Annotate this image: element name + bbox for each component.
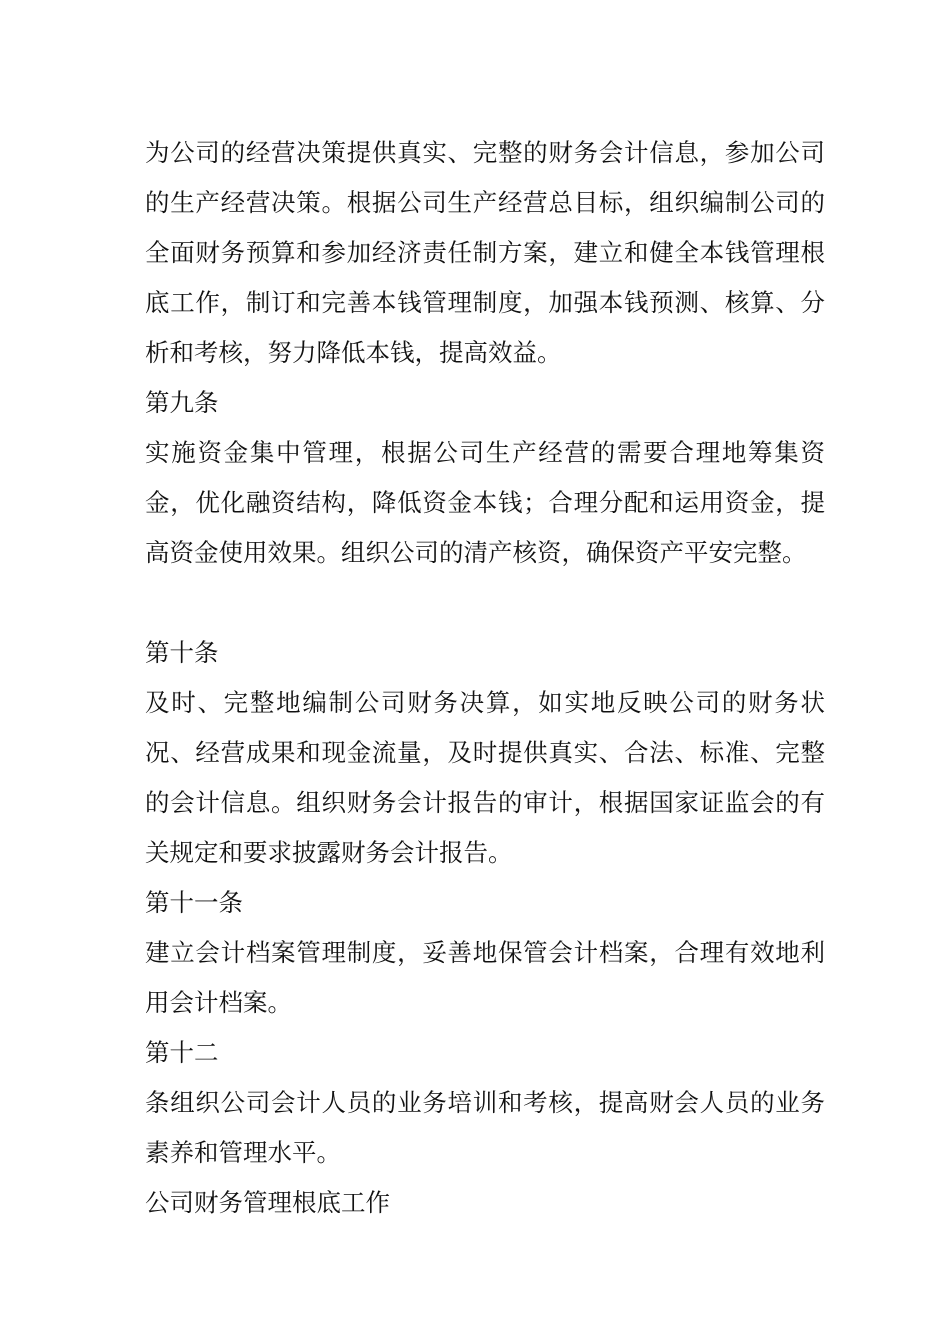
heading-article-12: 第十二	[145, 1038, 219, 1067]
document-body	[145, 128, 825, 1228]
blank-line	[145, 578, 825, 628]
paragraph-article-12: 条组织公司会计人员的业务培训和考核，提高财会人员的业务素养和管理水平。	[145, 1088, 825, 1167]
heading-article-10: 第十条	[145, 638, 219, 667]
paragraph-article-9: 实施资金集中管理，根据公司生产经营的需要合理地筹集资金，优化融资结构，降低资金本钱；合理分配和运用资金，提高资金使用效果。组织公司的清产核资，确保资产平安完整。	[145, 438, 825, 567]
paragraph-article-10: 及时、完整地编制公司财务决算，如实地反映公司的财务状况、经营成果和现金流量，及时提供真实、合法、标准、完整的会计信息。组织财务会计报告的审计，根据国家证监会的有关规定和要求披露财务会计报告。	[145, 688, 825, 867]
paragraph-article-11: 建立会计档案管理制度，妥善地保管会计档案，合理有效地利用会计档案。	[145, 938, 825, 1017]
section-heading-basic-work: 公司财务管理根底工作	[145, 1188, 390, 1217]
paragraph-financial-decision: 为公司的经营决策提供真实、完整的财务会计信息，参加公司的生产经营决策。根据公司生产经营总目标，组织编制公司的全面财务预算和参加经济责任制方案，建立和健全本钱管理根底工作，制订和完善本钱管理制度，加强本钱预测、核算、分析和考核，努力降低本钱，提高效益。	[145, 138, 825, 367]
heading-article-11: 第十一条	[145, 888, 243, 917]
heading-article-9: 第九条	[145, 388, 219, 417]
